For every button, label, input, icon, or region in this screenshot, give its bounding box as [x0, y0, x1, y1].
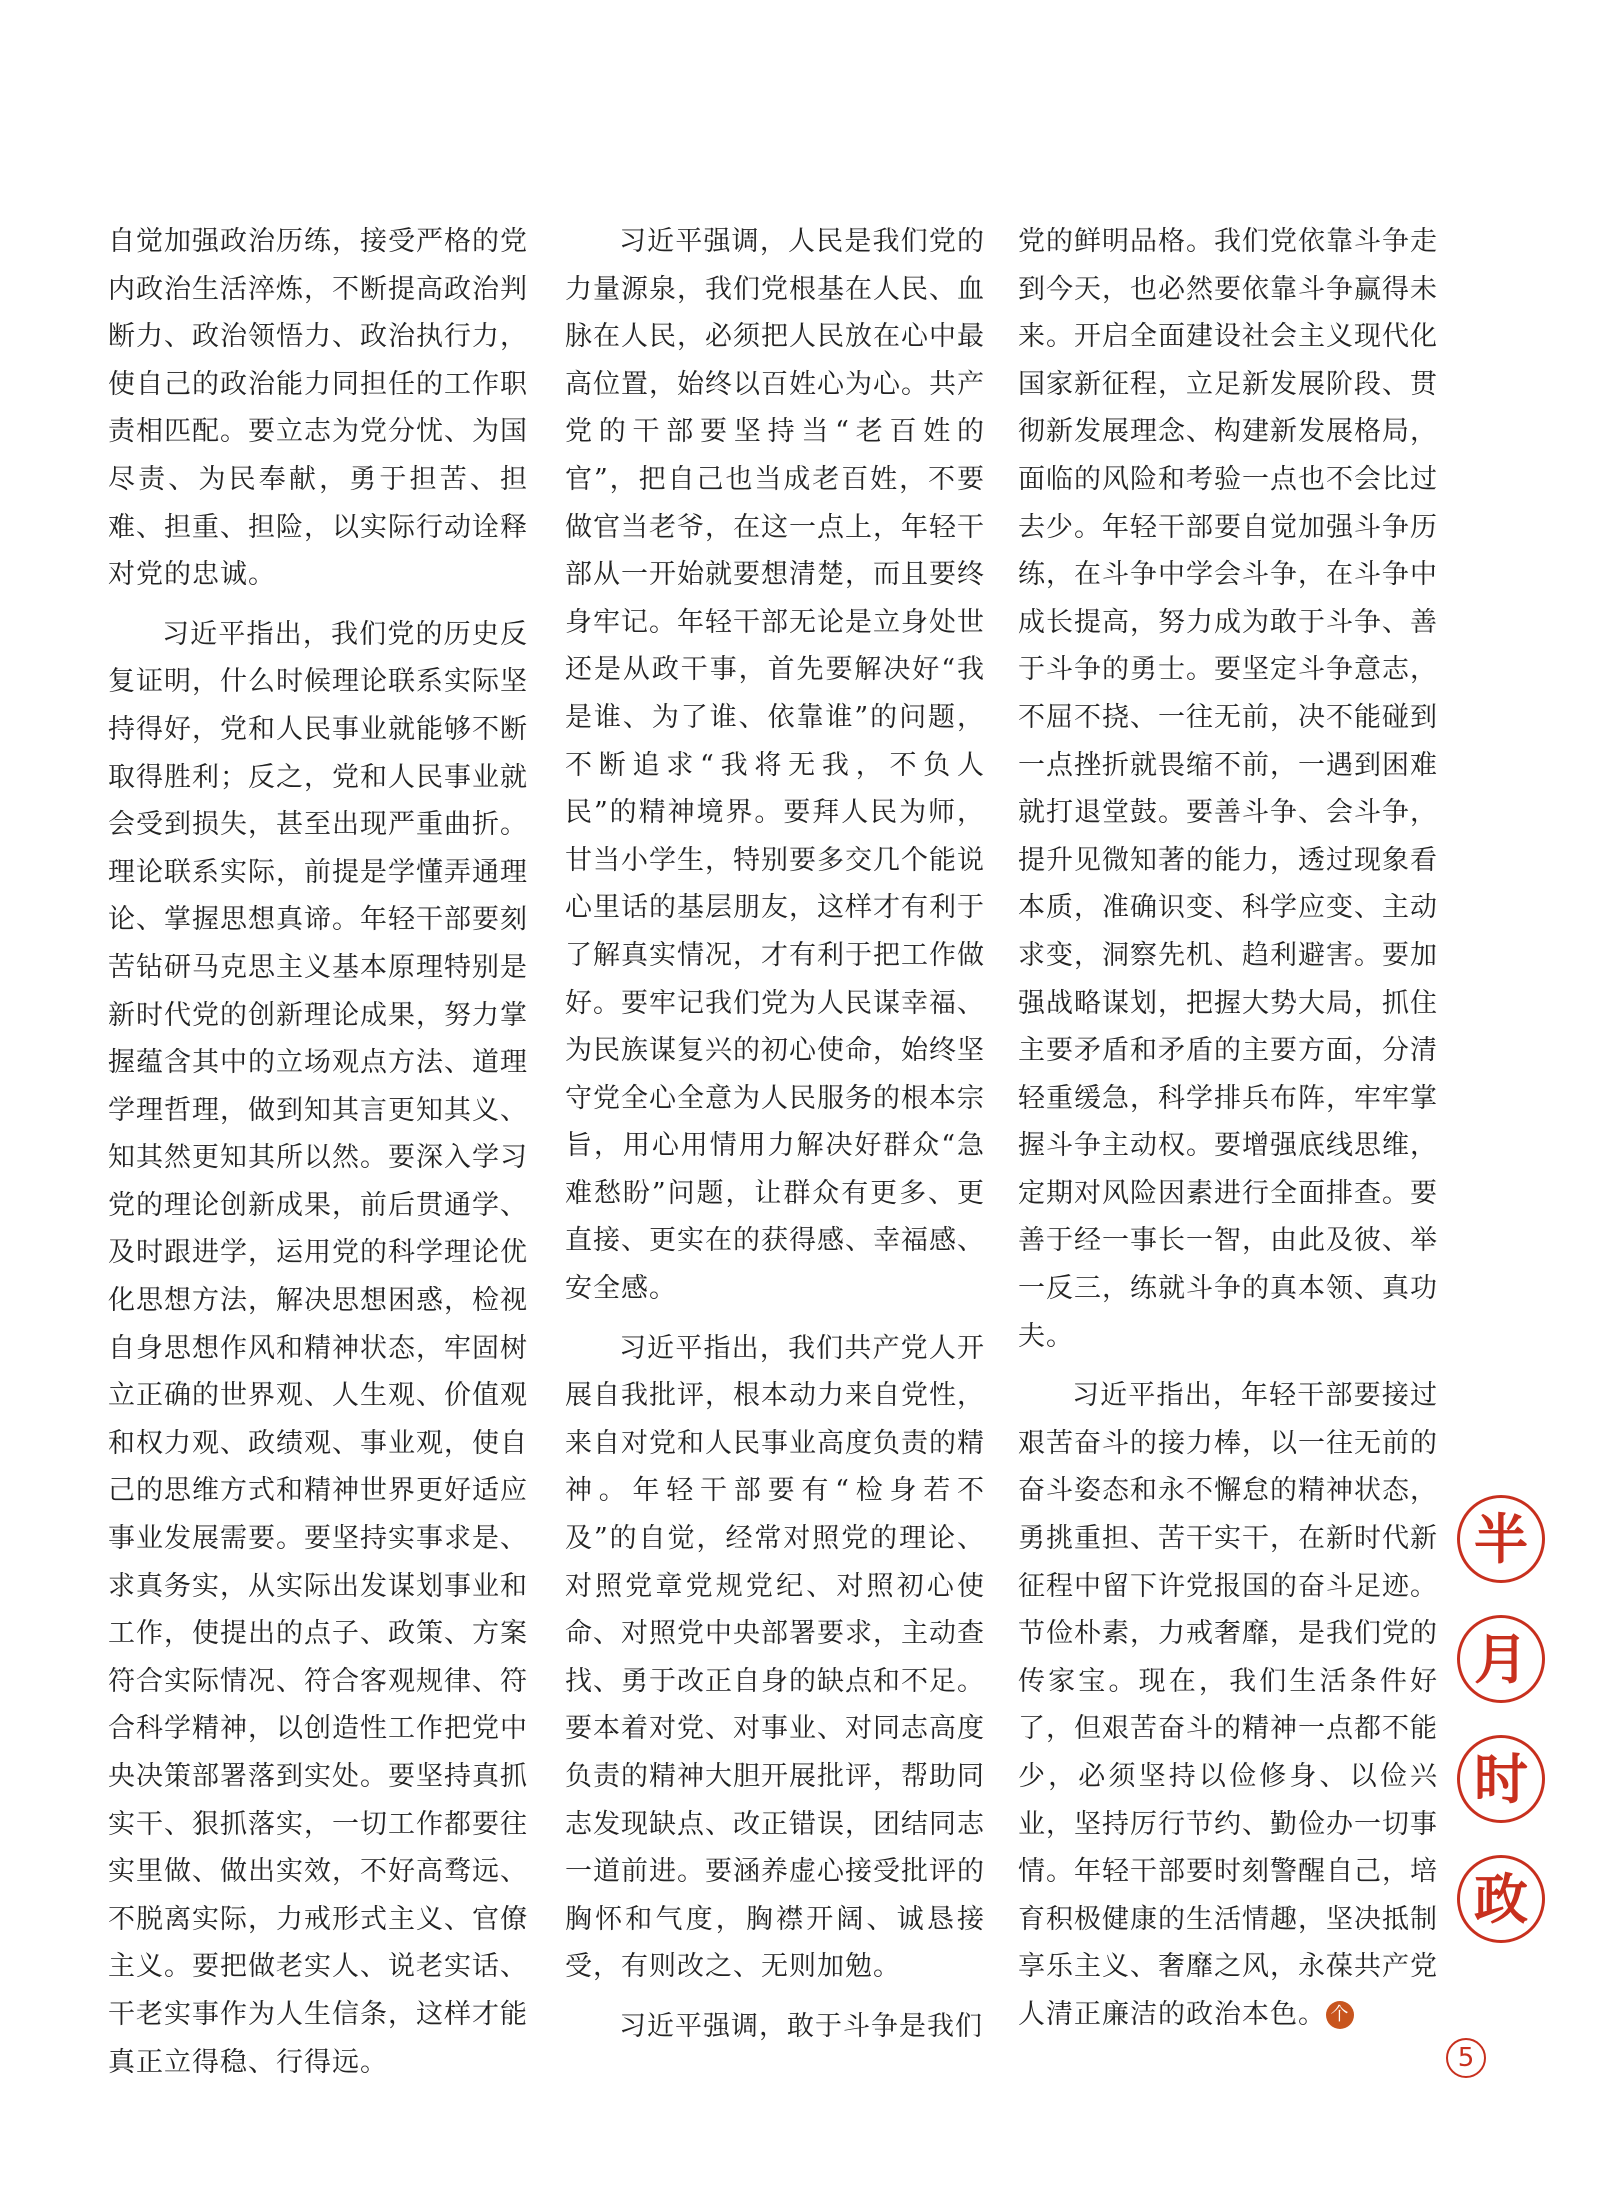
paragraph: 习近平指出，我们党的历史反复证明，什么时候理论联系实际坚持得好，党和人民事业就能够不断取得胜利；反之，党和人民事业就会受到损失，甚至出现严重曲折。理论联系实际，前提是学懂弄通理论、掌握思想真谛。年轻干部要刻苦钻研马克思主义基本原理特别是新时代党的创新理论成果，努力掌握蕴含其中的立场观点方法、道理学理哲理，做到知其言更知其义、知其然更知其所以然。要深入学习党的理论创新成果，前后贯通学、及时跟进学，运用党的科学理论优化思想方法，解决思想困惑，检视自身思想作风和精神状态，牢固树立正确的世界观、人生观、价值观和权力观、政绩观、事业观，使自己的思维方式和精神世界更好适应事业发展需要。要坚持实事求是、求真务实，从实际出发谋划事业和工作，使提出的点子、政策、方案符合实际情况、符合客观规律、符合科学精神，以创造性工作把党中央决策部署落到实处。要坚持真抓实干、狠抓落实，一切工作都要往实里做、做出实效，不好高骛远、不脱离实际，力戒形式主义、官僚主义。要把做老实人、说老实话、干老实事作为人生信条，这样才能真正立得稳、行得远。	[108, 618, 528, 2078]
text-column-1	[108, 218, 528, 2098]
end-mark-icon: 个	[1326, 2001, 1354, 2029]
column-title-char: 月	[1457, 1615, 1545, 1703]
paragraph: 自觉加强政治历练，接受严格的党内政治生活淬炼，不断提高政治判断力、政治领悟力、政治执行力，使自己的政治能力同担任的工作职责相匹配。要立志为党分忧、为国尽责、为民奉献，勇于担苦、担难、担重、担险，以实际行动诠释对党的忠诚。	[108, 226, 528, 591]
text-column-3	[1018, 218, 1438, 2051]
paragraph: 党的鲜明品格。我们党依靠斗争走到今天，也必然要依靠斗争赢得未来。开启全面建设社会主义现代化国家新征程，立足新发展阶段、贯彻新发展理念、构建新发展格局，面临的风险和考验一点也不会比过去少。年轻干部要自觉加强斗争历练，在斗争中学会斗争，在斗争中成长提高，努力成为敢于斗争、善于斗争的勇士。要坚定斗争意志，不屈不挠、一往无前，决不能碰到一点挫折就畏缩不前，一遇到困难就打退堂鼓。要善斗争、会斗争，提升见微知著的能力，透过现象看本质，准确识变、科学应变、主动求变，洞察先机、趋利避害。要加强战略谋划，把握大势大局，抓住主要矛盾和矛盾的主要方面，分清轻重缓急，科学排兵布阵，牢牢掌握斗争主动权。要增强底线思维，定期对风险因素进行全面排查。要善于经一事长一智，由此及彼、举一反三，练就斗争的真本领、真功夫。	[1018, 226, 1438, 1352]
column-title-char: 时	[1457, 1735, 1545, 1823]
paragraph	[1018, 1372, 1438, 2038]
page-number: 5	[1446, 2038, 1486, 2078]
paragraph: 习近平强调，人民是我们党的力量源泉，我们党根基在人民、血脉在人民，必须把人民放在心中最高位置，始终以百姓心为心。共产党的干部要坚持当“老百姓的官”，把自己也当成老百姓，不要做官当老爷，在这一点上，年轻干部从一开始就要想清楚，而且要终身牢记。年轻干部无论是立身处世还是从政干事，首先要解决好“我是谁、为了谁、依靠谁”的问题，不断追求“我将无我，不负人民”的精神境界。要拜人民为师，甘当小学生，特别要多交几个能说心里话的基层朋友，这样才有利于了解真实情况，才有利于把工作做好。要牢记我们党为人民谋幸福、为民族谋复兴的初心使命，始终坚守党全心全意为人民服务的根本宗旨，用心用情用力解决好群众“急难愁盼”问题，让群众有更多、更直接、更实在的获得感、幸福感、安全感。	[565, 226, 985, 1305]
paragraph: 习近平指出，我们共产党人开展自我批评，根本动力来自党性，来自对党和人民事业高度负责的精神。年轻干部要有“检身若不及”的自觉，经常对照党的理论、对照党章党规党纪、对照初心使命、对照党中央部署要求，主动查找、勇于改正自身的缺点和不足。要本着对党、对事业、对同志高度负责的精神大胆开展批评，帮助同志发现缺点、改正错误，团结同志一道前进。要涵养虚心接受批评的胸怀和气度，胸襟开阔、诚恳接受，有则改之、无则加勉。	[565, 1332, 985, 1983]
text-column-2	[565, 218, 985, 2063]
column-title-char: 半	[1457, 1495, 1545, 1583]
paragraph-text: 习近平指出，年轻干部要接过艰苦奋斗的接力棒，以一往无前的奋斗姿态和永不懈怠的精神状态，勇挑重担、苦干实干，在新时代新征程中留下许党报国的奋斗足迹。节俭朴素，力戒奢靡，是我们党的传家宝。现在，我们生活条件好了，但艰苦奋斗的精神一点都不能少，必须坚持以俭修身、以俭兴业，坚持厉行节约、勤俭办一切事情。年轻干部要时刻警醒自己，培育积极健康的生活情趣，坚决抵制享乐主义、奢靡之风，永葆共产党人清正廉洁的政治本色。	[1018, 1380, 1438, 2030]
paragraph: 习近平强调，敢于斗争是我们	[619, 2010, 983, 2042]
column-title-char: 政	[1457, 1855, 1545, 1943]
column-title	[1457, 1495, 1545, 1975]
